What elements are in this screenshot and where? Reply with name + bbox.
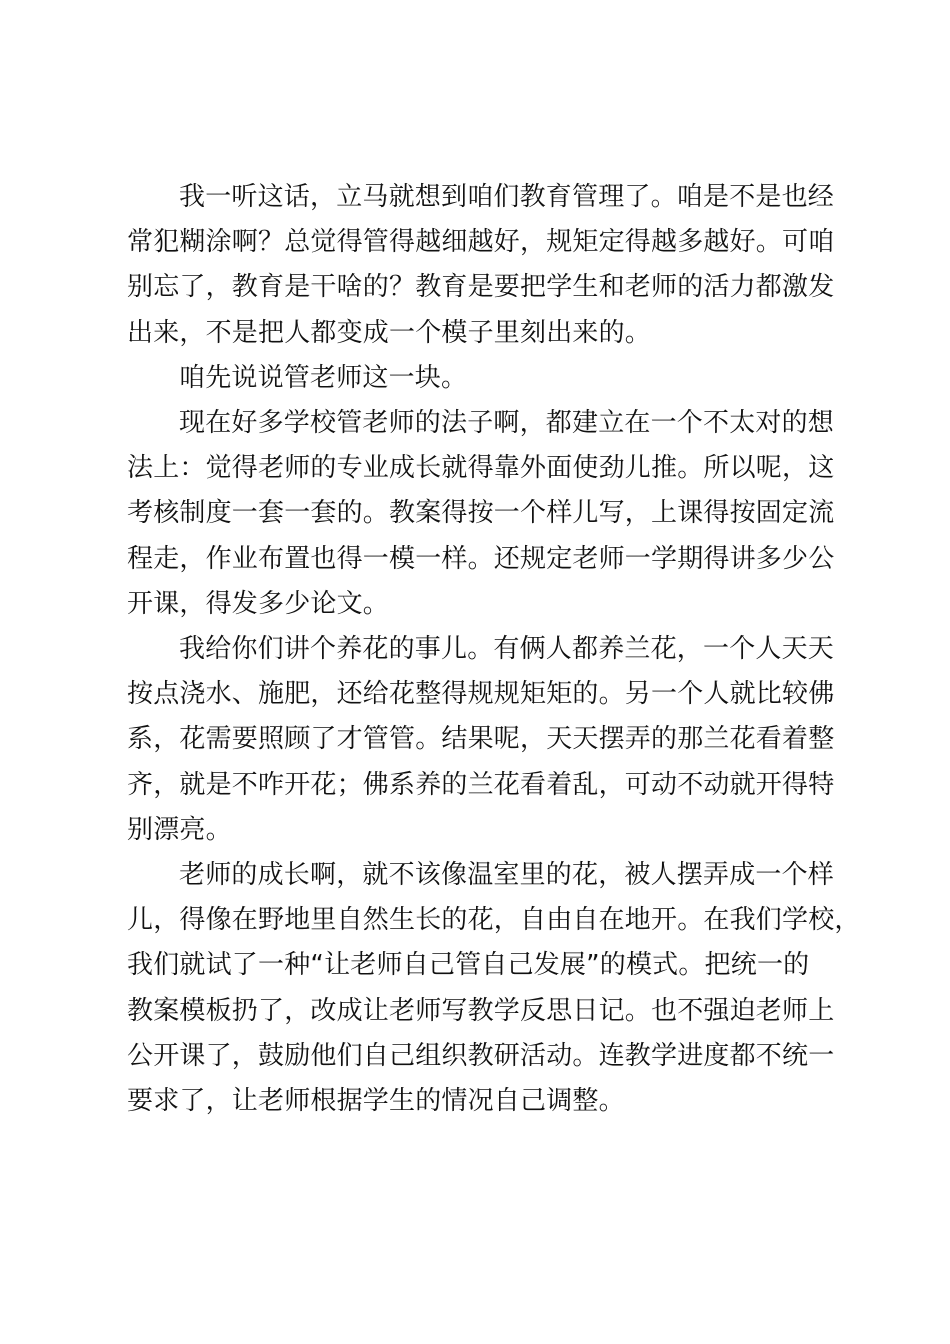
text-line: 法上：觉得老师的专业成长就得靠外面使劲儿推。所以呢，这: [127, 453, 835, 484]
paragraph-3: [127, 401, 837, 627]
paragraph-4: [127, 627, 837, 853]
text-line: 按点浇水、施肥，还给花整得规规矩矩的。另一个人就比较佛: [127, 679, 835, 710]
document-body: [127, 175, 861, 1124]
text-line: 老师的成长啊，就不该像温室里的花，被人摆弄成一个样: [179, 860, 835, 891]
text-line: 公开课了，鼓励他们自己组织教研活动。连教学进度都不统一: [127, 1040, 835, 1071]
text-line: 我给你们讲个养花的事儿。有俩人都养兰花，一个人天天: [179, 634, 835, 665]
text-line: 我一听这话，立马就想到咱们教育管理了。咱是不是也经: [179, 182, 835, 212]
text-line: 出来，不是把人都变成一个模子里刻出来的。: [127, 317, 652, 348]
paragraph-5: [127, 853, 861, 1124]
text-line: 教案模板扔了，改成让老师写教学反思日记。也不强迫老师上: [127, 995, 835, 1026]
text-line: 现在好多学校管老师的法子啊，都建立在一个不太对的想: [179, 408, 835, 439]
text-line: 咱先说说管老师这一块。: [179, 362, 468, 393]
text-line: 要求了，让老师根据学生的情况自己调整。: [127, 1086, 625, 1117]
text-line: 别漂亮。: [127, 814, 232, 845]
text-line: 儿，得像在野地里自然生长的花，自由自在地开。在我们学校，: [127, 905, 861, 936]
text-line: 系，花需要照顾了才管管。结果呢，天天摆弄的那兰花看着整: [127, 724, 835, 755]
paragraph-1: [127, 175, 837, 356]
text-line: 考核制度一套一套的。教案得按一个样儿写，上课得按固定流: [127, 498, 835, 529]
text-line: 常犯糊涂啊？总觉得管得越细越好，规矩定得越多越好。可咱: [127, 227, 835, 258]
text-line: 程走，作业布置也得一模一样。还规定老师一学期得讲多少公: [127, 543, 835, 574]
text-line: 齐，就是不咋开花；佛系养的兰花看着乱，可动不动就开得特: [127, 769, 835, 800]
text-line: 别忘了，教育是干啥的？教育是要把学生和老师的活力都激发: [127, 272, 835, 303]
text-line: 我们就试了一种“让老师自己管自己发展”的模式。把统一的: [127, 950, 810, 981]
paragraph-2: [127, 356, 837, 401]
text-line: 开课，得发多少论文。: [127, 588, 390, 619]
